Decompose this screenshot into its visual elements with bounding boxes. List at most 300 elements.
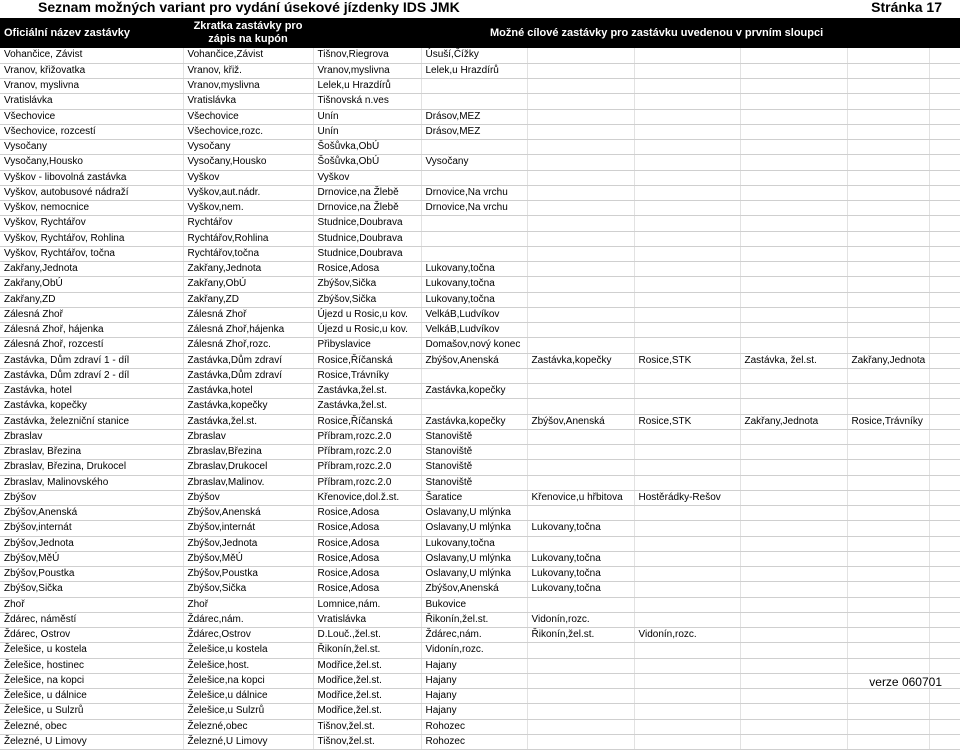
destination-cell bbox=[847, 734, 929, 749]
destination-cell: Stanoviště bbox=[421, 460, 527, 475]
destination-cell bbox=[929, 582, 960, 597]
abbreviation-cell: Vyškov,nem. bbox=[183, 201, 313, 216]
abbreviation-cell: Želešice,u dálnice bbox=[183, 689, 313, 704]
destination-cell: Lukovany,točna bbox=[421, 262, 527, 277]
destination-cell bbox=[740, 429, 847, 444]
destination-cell bbox=[527, 48, 634, 63]
destination-cell bbox=[634, 368, 740, 383]
destination-cell bbox=[929, 460, 960, 475]
destination-cell bbox=[847, 612, 929, 627]
destination-cell bbox=[421, 231, 527, 246]
destination-cell bbox=[527, 338, 634, 353]
destination-cell bbox=[634, 201, 740, 216]
table-body bbox=[0, 48, 960, 750]
destination-cell bbox=[740, 490, 847, 505]
destination-cell: Modřice,žel.st. bbox=[313, 689, 421, 704]
abbreviation-cell: Rychtářov bbox=[183, 216, 313, 231]
destination-cell: Drásov,MEZ bbox=[421, 109, 527, 124]
table-row bbox=[0, 170, 960, 185]
abbreviation-cell: Zbraslav,Březina bbox=[183, 445, 313, 460]
table-row bbox=[0, 185, 960, 200]
table-row bbox=[0, 246, 960, 261]
abbreviation-cell: Zálesná Zhoř,hájenka bbox=[183, 323, 313, 338]
destination-cell bbox=[929, 185, 960, 200]
destination-cell: Zbýšov,Anenská bbox=[421, 582, 527, 597]
destination-cell: Zastávka, žel.st. bbox=[740, 353, 847, 368]
table-row bbox=[0, 231, 960, 246]
destination-cell bbox=[847, 262, 929, 277]
destination-cell bbox=[740, 109, 847, 124]
destination-cell: Šošůvka,ObÚ bbox=[313, 155, 421, 170]
abbreviation-cell: Želešice,na kopci bbox=[183, 673, 313, 688]
table-row bbox=[0, 536, 960, 551]
table-row bbox=[0, 475, 960, 490]
destination-cell: Drnovice,Na vrchu bbox=[421, 185, 527, 200]
destination-cell bbox=[634, 63, 740, 78]
destination-cell: Unín bbox=[313, 124, 421, 139]
abbreviation-cell: Zbýšov,MěÚ bbox=[183, 551, 313, 566]
official-name-cell: Vysočany,Housko bbox=[0, 155, 183, 170]
destination-cell bbox=[634, 338, 740, 353]
destination-cell bbox=[740, 704, 847, 719]
destination-cell bbox=[421, 399, 527, 414]
official-name-cell: Želešice, u Sulzrů bbox=[0, 704, 183, 719]
abbreviation-cell: Rychtářov,točna bbox=[183, 246, 313, 261]
destination-cell: Rohozec bbox=[421, 719, 527, 734]
destination-cell: Domašov,nový konec bbox=[421, 338, 527, 353]
destination-cell bbox=[740, 307, 847, 322]
abbreviation-cell: Zbýšov,internát bbox=[183, 521, 313, 536]
destination-cell bbox=[929, 124, 960, 139]
destination-cell: Lukovany,točna bbox=[421, 277, 527, 292]
abbreviation-cell: Zastávka,Dům zdraví bbox=[183, 353, 313, 368]
destination-cell bbox=[634, 521, 740, 536]
destination-cell bbox=[634, 719, 740, 734]
destination-cell bbox=[634, 307, 740, 322]
destination-cell bbox=[421, 140, 527, 155]
destination-cell bbox=[847, 429, 929, 444]
abbreviation-cell: Vyškov bbox=[183, 170, 313, 185]
abbreviation-cell: Zastávka,žel.st. bbox=[183, 414, 313, 429]
destination-cell bbox=[527, 109, 634, 124]
destination-cell: Újezd u Rosic,u kov. bbox=[313, 323, 421, 338]
abbreviation-cell: Zastávka,Dům zdraví bbox=[183, 368, 313, 383]
destination-cell bbox=[929, 734, 960, 749]
destination-cell: Rosice,Adosa bbox=[313, 582, 421, 597]
destination-cell bbox=[527, 155, 634, 170]
destination-cell: Rosice,STK bbox=[634, 414, 740, 429]
destination-cell: Modřice,žel.st. bbox=[313, 704, 421, 719]
official-name-cell: Vranov, křižovatka bbox=[0, 63, 183, 78]
abbreviation-cell: Ždárec,Ostrov bbox=[183, 628, 313, 643]
destination-cell: Lelek,u Hrazdírů bbox=[421, 63, 527, 78]
destination-cell: Oslavany,U mlýnka bbox=[421, 521, 527, 536]
destination-cell: Drnovice,Na vrchu bbox=[421, 201, 527, 216]
destination-cell: Rohozec bbox=[421, 734, 527, 749]
destination-cell: Zbýšov,Sička bbox=[313, 277, 421, 292]
destination-cell bbox=[929, 216, 960, 231]
destination-cell bbox=[847, 551, 929, 566]
version-label: verze 060701 bbox=[869, 675, 942, 689]
destination-cell: Oslavany,U mlýnka bbox=[421, 551, 527, 566]
destination-cell bbox=[740, 124, 847, 139]
page-title: Seznam možných variant pro vydání úsekové jízdenky IDS JMK bbox=[38, 0, 460, 15]
table-row bbox=[0, 490, 960, 505]
table-row bbox=[0, 719, 960, 734]
destination-cell bbox=[634, 185, 740, 200]
table-row bbox=[0, 262, 960, 277]
destination-cell: Příbram,rozc.2.0 bbox=[313, 475, 421, 490]
abbreviation-cell: Zbýšov bbox=[183, 490, 313, 505]
official-name-cell: Zakřany,ZD bbox=[0, 292, 183, 307]
destination-cell bbox=[847, 384, 929, 399]
destination-cell bbox=[929, 48, 960, 63]
destination-cell bbox=[634, 384, 740, 399]
destination-cell bbox=[527, 384, 634, 399]
destination-cell: Lomnice,nám. bbox=[313, 597, 421, 612]
official-name-cell: Zbýšov,Jednota bbox=[0, 536, 183, 551]
abbreviation-cell: Želešice,u Sulzrů bbox=[183, 704, 313, 719]
abbreviation-cell: Vratislávka bbox=[183, 94, 313, 109]
destination-cell bbox=[847, 155, 929, 170]
destination-cell: Rosice,Adosa bbox=[313, 551, 421, 566]
destination-cell: Řikonín,žel.st. bbox=[527, 628, 634, 643]
destination-cell bbox=[527, 216, 634, 231]
destination-cell bbox=[740, 734, 847, 749]
destination-cell bbox=[527, 445, 634, 460]
official-name-cell: Vyškov, Rychtářov bbox=[0, 216, 183, 231]
destination-cell bbox=[634, 216, 740, 231]
table-row bbox=[0, 384, 960, 399]
destination-cell bbox=[847, 689, 929, 704]
destination-cell bbox=[847, 338, 929, 353]
destination-cell: Unín bbox=[313, 109, 421, 124]
destination-cell bbox=[634, 79, 740, 94]
destination-cell bbox=[527, 79, 634, 94]
table-row bbox=[0, 292, 960, 307]
table-row bbox=[0, 628, 960, 643]
official-name-cell: Vyškov, nemocnice bbox=[0, 201, 183, 216]
destination-cell bbox=[740, 185, 847, 200]
destination-cell bbox=[527, 368, 634, 383]
official-name-cell: Zbýšov,internát bbox=[0, 521, 183, 536]
destination-cell: Vidonín,rozc. bbox=[634, 628, 740, 643]
destination-cell: Tišnov,Riegrova bbox=[313, 48, 421, 63]
destination-cell: Drnovice,na Žlebě bbox=[313, 185, 421, 200]
destination-cell bbox=[634, 658, 740, 673]
destination-cell bbox=[929, 719, 960, 734]
destination-cell: Drnovice,na Žlebě bbox=[313, 201, 421, 216]
destination-cell bbox=[929, 323, 960, 338]
header-abbreviation: Zkratka zastávky pro zápis na kupón bbox=[193, 20, 303, 45]
destination-cell: Rosice,Říčanská bbox=[313, 414, 421, 429]
official-name-cell: Zbýšov bbox=[0, 490, 183, 505]
destination-cell bbox=[929, 262, 960, 277]
destination-cell bbox=[527, 246, 634, 261]
destination-cell bbox=[740, 445, 847, 460]
official-name-cell: Vyškov, autobusové nádraží bbox=[0, 185, 183, 200]
destination-cell bbox=[527, 262, 634, 277]
destination-cell: Lukovany,točna bbox=[527, 551, 634, 566]
official-name-cell: Zastávka, hotel bbox=[0, 384, 183, 399]
official-name-cell: Zbraslav, Malinovského bbox=[0, 475, 183, 490]
destination-cell bbox=[847, 292, 929, 307]
destination-cell: Zastávka,žel.st. bbox=[313, 384, 421, 399]
destination-cell bbox=[634, 124, 740, 139]
table-row bbox=[0, 414, 960, 429]
destination-cell bbox=[634, 689, 740, 704]
destination-cell bbox=[847, 490, 929, 505]
destination-cell bbox=[740, 63, 847, 78]
destination-cell bbox=[740, 582, 847, 597]
destination-cell bbox=[929, 475, 960, 490]
destination-cell bbox=[740, 673, 847, 688]
destination-cell bbox=[740, 628, 847, 643]
abbreviation-cell: Rychtářov,Rohlina bbox=[183, 231, 313, 246]
destination-cell bbox=[527, 292, 634, 307]
official-name-cell: Vratislávka bbox=[0, 94, 183, 109]
destination-cell bbox=[634, 109, 740, 124]
official-name-cell: Želešice, u kostela bbox=[0, 643, 183, 658]
table-row bbox=[0, 63, 960, 78]
destination-cell: Rosice,Adosa bbox=[313, 521, 421, 536]
destination-cell bbox=[634, 155, 740, 170]
destination-cell: Rosice,Adosa bbox=[313, 536, 421, 551]
destination-cell bbox=[527, 506, 634, 521]
destination-cell bbox=[634, 445, 740, 460]
destination-cell bbox=[740, 597, 847, 612]
destination-cell bbox=[929, 551, 960, 566]
destination-cell bbox=[929, 201, 960, 216]
destination-cell bbox=[421, 368, 527, 383]
destination-cell: Drásov,MEZ bbox=[421, 124, 527, 139]
destination-cell: Šaratice bbox=[421, 490, 527, 505]
destination-cell bbox=[847, 399, 929, 414]
destination-cell bbox=[847, 567, 929, 582]
destination-cell: Rosice,STK bbox=[634, 353, 740, 368]
destination-cell: Šošůvka,ObÚ bbox=[313, 140, 421, 155]
table-row bbox=[0, 551, 960, 566]
table-row bbox=[0, 673, 960, 688]
abbreviation-cell: Ždárec,nám. bbox=[183, 612, 313, 627]
destination-cell bbox=[527, 673, 634, 688]
destination-cell bbox=[740, 201, 847, 216]
destination-cell bbox=[929, 94, 960, 109]
destination-cell bbox=[847, 536, 929, 551]
destination-cell bbox=[847, 109, 929, 124]
destination-cell bbox=[634, 460, 740, 475]
official-name-cell: Zastávka, železniční stanice bbox=[0, 414, 183, 429]
official-name-cell: Zbýšov,Anenská bbox=[0, 506, 183, 521]
destination-cell bbox=[929, 79, 960, 94]
destination-cell bbox=[634, 429, 740, 444]
destination-cell: Vyškov bbox=[313, 170, 421, 185]
official-name-cell: Zbraslav, Březina bbox=[0, 445, 183, 460]
table-row bbox=[0, 429, 960, 444]
table-row bbox=[0, 124, 960, 139]
destination-cell: Příbram,rozc.2.0 bbox=[313, 429, 421, 444]
destination-cell bbox=[527, 170, 634, 185]
official-name-cell: Ždárec, Ostrov bbox=[0, 628, 183, 643]
destination-cell bbox=[929, 628, 960, 643]
abbreviation-cell: Zakřany,ObÚ bbox=[183, 277, 313, 292]
destination-cell: Zastávka,kopečky bbox=[527, 353, 634, 368]
destination-cell bbox=[929, 597, 960, 612]
table-row bbox=[0, 460, 960, 475]
destination-cell bbox=[527, 658, 634, 673]
destination-cell bbox=[929, 521, 960, 536]
destination-cell: Rosice,Říčanská bbox=[313, 353, 421, 368]
abbreviation-cell: Želešice,host. bbox=[183, 658, 313, 673]
destination-cell: Přibyslavice bbox=[313, 338, 421, 353]
official-name-cell: Zakřany,ObÚ bbox=[0, 277, 183, 292]
official-name-cell: Vysočany bbox=[0, 140, 183, 155]
destination-cell bbox=[634, 231, 740, 246]
table-row bbox=[0, 597, 960, 612]
destination-cell bbox=[527, 704, 634, 719]
destination-cell bbox=[740, 643, 847, 658]
destination-cell bbox=[634, 475, 740, 490]
destination-cell bbox=[929, 612, 960, 627]
abbreviation-cell: Zbraslav,Drukocel bbox=[183, 460, 313, 475]
table-row bbox=[0, 109, 960, 124]
table-row bbox=[0, 353, 960, 368]
destination-cell bbox=[527, 475, 634, 490]
destination-cell: Hajany bbox=[421, 704, 527, 719]
destination-cell: Lukovany,točna bbox=[527, 521, 634, 536]
destination-cell: Příbram,rozc.2.0 bbox=[313, 460, 421, 475]
destination-cell: Lukovany,točna bbox=[421, 292, 527, 307]
destination-cell bbox=[847, 185, 929, 200]
destination-cell: Lukovany,točna bbox=[527, 567, 634, 582]
official-name-cell: Zakřany,Jednota bbox=[0, 262, 183, 277]
official-name-cell: Zastávka, kopečky bbox=[0, 399, 183, 414]
destination-cell bbox=[847, 201, 929, 216]
destination-cell bbox=[929, 689, 960, 704]
destination-cell bbox=[527, 643, 634, 658]
destination-cell bbox=[929, 384, 960, 399]
destination-cell bbox=[634, 643, 740, 658]
destination-cell: Bukovice bbox=[421, 597, 527, 612]
destination-cell bbox=[929, 63, 960, 78]
official-name-cell: Zálesná Zhoř, rozcestí bbox=[0, 338, 183, 353]
destination-cell bbox=[634, 323, 740, 338]
official-name-cell: Všechovice bbox=[0, 109, 183, 124]
destination-cell bbox=[527, 307, 634, 322]
destination-cell: Studnice,Doubrava bbox=[313, 231, 421, 246]
destination-cell bbox=[740, 399, 847, 414]
table-row bbox=[0, 582, 960, 597]
table-row bbox=[0, 445, 960, 460]
destination-cell bbox=[929, 231, 960, 246]
destination-cell bbox=[929, 567, 960, 582]
destination-cell bbox=[634, 551, 740, 566]
official-name-cell: Ždárec, náměstí bbox=[0, 612, 183, 627]
destination-cell: Zakřany,Jednota bbox=[847, 353, 929, 368]
official-name-cell: Vohančice, Závist bbox=[0, 48, 183, 63]
destination-cell: Příbram,rozc.2.0 bbox=[313, 445, 421, 460]
abbreviation-cell: Zakřany,Jednota bbox=[183, 262, 313, 277]
destination-cell: Stanoviště bbox=[421, 475, 527, 490]
destination-cell: Křenovice,u hřbitova bbox=[527, 490, 634, 505]
destination-cell bbox=[740, 140, 847, 155]
destination-cell bbox=[847, 506, 929, 521]
official-name-cell: Vyškov, Rychtářov, Rohlina bbox=[0, 231, 183, 246]
destination-cell bbox=[634, 277, 740, 292]
table-row bbox=[0, 521, 960, 536]
destination-cell bbox=[847, 582, 929, 597]
destination-cell bbox=[527, 734, 634, 749]
official-name-cell: Vyškov - libovolná zastávka bbox=[0, 170, 183, 185]
destination-cell: Zastávka,kopečky bbox=[421, 414, 527, 429]
destination-cell: Rosice,Adosa bbox=[313, 506, 421, 521]
destination-cell bbox=[929, 536, 960, 551]
destination-cell bbox=[421, 170, 527, 185]
destination-cell: Vysočany bbox=[421, 155, 527, 170]
destination-cell bbox=[740, 521, 847, 536]
destination-cell: VelkáB,Ludvíkov bbox=[421, 323, 527, 338]
destination-cell bbox=[929, 658, 960, 673]
destination-cell bbox=[634, 140, 740, 155]
destination-cell bbox=[527, 719, 634, 734]
destination-cell bbox=[929, 170, 960, 185]
destination-cell: Lelek,u Hrazdírů bbox=[313, 79, 421, 94]
destination-cell bbox=[847, 124, 929, 139]
official-name-cell: Zastávka, Dům zdraví 2 - díl bbox=[0, 368, 183, 383]
destination-cell bbox=[847, 658, 929, 673]
abbreviation-cell: Zastávka,hotel bbox=[183, 384, 313, 399]
destination-cell bbox=[527, 124, 634, 139]
destination-cell bbox=[740, 719, 847, 734]
destination-cell bbox=[929, 155, 960, 170]
destination-cell bbox=[634, 582, 740, 597]
destination-cell: Rosice,Adosa bbox=[313, 262, 421, 277]
destination-cell: Studnice,Doubrava bbox=[313, 216, 421, 231]
table-row bbox=[0, 704, 960, 719]
destination-cell bbox=[847, 323, 929, 338]
destination-cell bbox=[847, 307, 929, 322]
destination-cell: Újezd u Rosic,u kov. bbox=[313, 307, 421, 322]
table-header bbox=[0, 18, 960, 48]
destination-cell bbox=[847, 521, 929, 536]
destination-cell: VelkáB,Ludvíkov bbox=[421, 307, 527, 322]
destination-cell bbox=[740, 368, 847, 383]
official-name-cell: Želešice, hostinec bbox=[0, 658, 183, 673]
table-row bbox=[0, 216, 960, 231]
abbreviation-cell: Vysočany bbox=[183, 140, 313, 155]
official-name-cell: Zbýšov,Poustka bbox=[0, 567, 183, 582]
destination-cell bbox=[929, 506, 960, 521]
destination-cell bbox=[421, 94, 527, 109]
destination-cell: Vranov,myslivna bbox=[313, 63, 421, 78]
abbreviation-cell: Železné,U Limovy bbox=[183, 734, 313, 749]
destination-cell: Studnice,Doubrava bbox=[313, 246, 421, 261]
official-name-cell: Zhoř bbox=[0, 597, 183, 612]
destination-cell: Stanoviště bbox=[421, 445, 527, 460]
destination-cell: Lukovany,točna bbox=[421, 536, 527, 551]
destination-cell: Oslavany,U mlýnka bbox=[421, 506, 527, 521]
destination-cell: Modřice,žel.st. bbox=[313, 673, 421, 688]
destination-cell bbox=[847, 628, 929, 643]
destination-cell bbox=[929, 429, 960, 444]
destination-cell bbox=[740, 506, 847, 521]
official-name-cell: Všechovice, rozcestí bbox=[0, 124, 183, 139]
destination-cell bbox=[634, 262, 740, 277]
destination-cell bbox=[634, 567, 740, 582]
destination-cell bbox=[740, 689, 847, 704]
destination-cell bbox=[740, 48, 847, 63]
destination-cell bbox=[527, 597, 634, 612]
